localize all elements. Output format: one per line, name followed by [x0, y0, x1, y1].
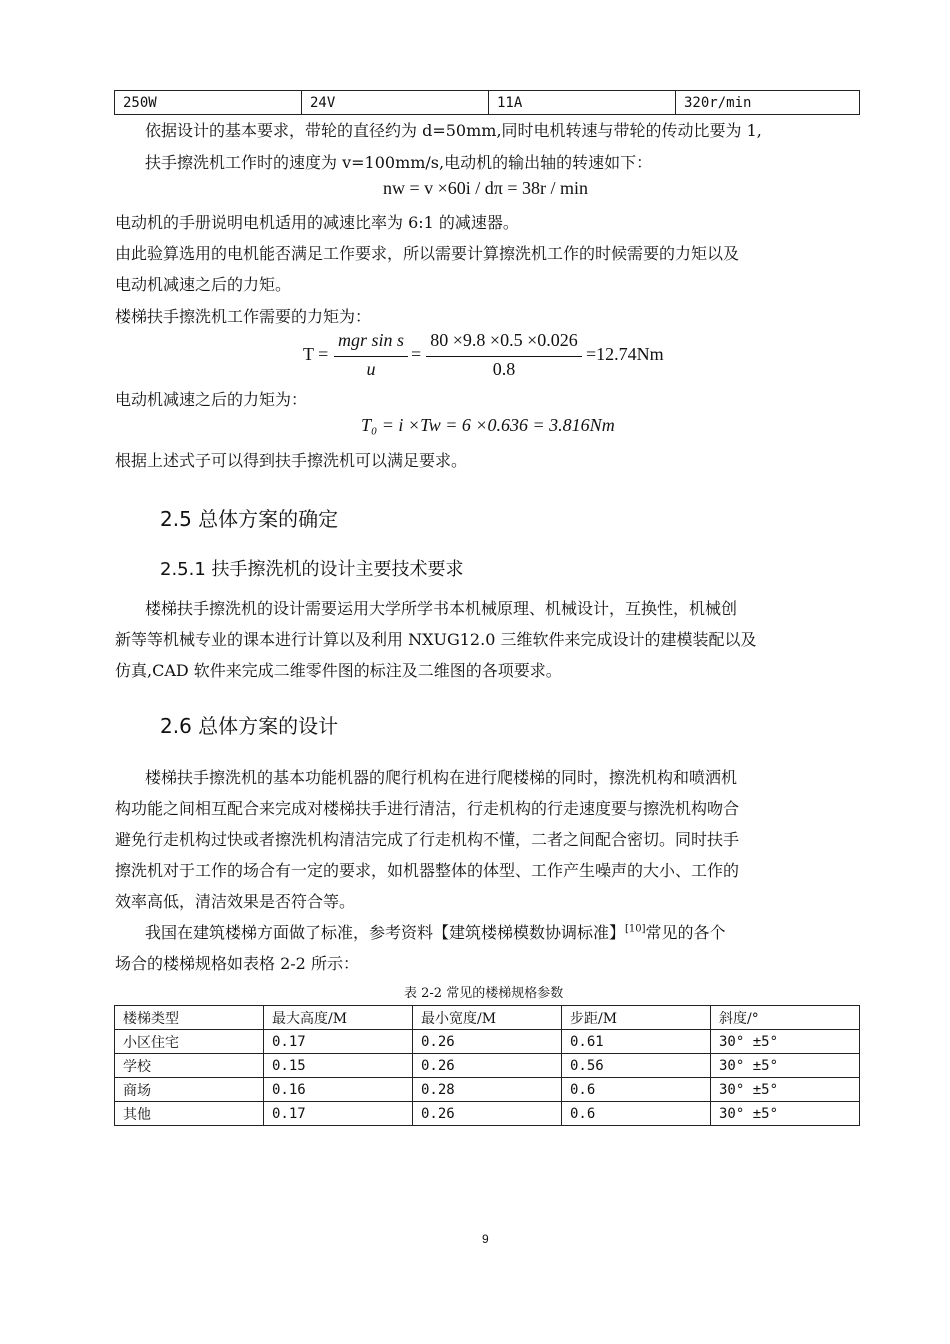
- table-cell: 0.61: [562, 1030, 711, 1054]
- citation-ref[interactable]: [10]: [625, 923, 646, 935]
- paragraph-line: 扶手擦洗机工作时的速度为 v=100mm/s,电动机的输出轴的转速如下：: [145, 153, 653, 172]
- table-header-cell: 楼梯类型: [115, 1006, 264, 1030]
- table-cell: 30° ±5°: [711, 1078, 860, 1102]
- paragraph-line: 楼梯扶手擦洗机工作需要的力矩为：: [115, 307, 372, 326]
- table-cell: 学校: [115, 1054, 264, 1078]
- table-header-cell: 最大高度/M: [264, 1006, 413, 1030]
- formula-reduced-torque: T₀ = i ×Tw = 6 ×0.636 = 3.816Nm: [361, 415, 615, 435]
- paragraph-line: 楼梯扶手擦洗机的基本功能机器的爬行机构在进行爬楼梯的同时，擦洗机构和喷洒机: [145, 768, 738, 787]
- table-row: [115, 1078, 860, 1102]
- table-cell: 0.17: [264, 1030, 413, 1054]
- paragraph-text: 我国在建筑楼梯方面做了标准，参考资料【建筑楼梯模数协调标准】: [145, 923, 626, 942]
- table-cell: 0.26: [413, 1054, 562, 1078]
- table-cell: 小区住宅: [115, 1030, 264, 1054]
- table-cell: 0.26: [413, 1030, 562, 1054]
- table-cell: 0.28: [413, 1078, 562, 1102]
- table-header-cell: 步距/M: [562, 1006, 711, 1030]
- table-header-row: [115, 1006, 860, 1030]
- table-cell: 11A: [489, 91, 676, 115]
- paragraph-line: 避免行走机构过快或者擦洗机构清洁完成了行走机构不懂，二者之间配合密切。同时扶手: [115, 830, 740, 849]
- page-number: 9: [482, 1232, 489, 1246]
- stair-spec-table: [114, 1005, 860, 1126]
- paragraph-line: 根据上述式子可以得到扶手擦洗机可以满足要求。: [115, 451, 468, 470]
- table-cell: 0.26: [413, 1102, 562, 1126]
- table-cell: 250W: [115, 91, 302, 115]
- table-row: [115, 1030, 860, 1054]
- section-heading: 2.5 总体方案的确定: [160, 507, 339, 531]
- formula-rhs: =12.74Nm: [586, 344, 664, 364]
- table-cell: 其他: [115, 1102, 264, 1126]
- table-caption: 表 2-2 常见的楼梯规格参数: [404, 986, 564, 1001]
- paragraph-line: 电动机的手册说明电机适用的减速比率为 6:1 的减速器。: [115, 213, 519, 232]
- paragraph-line: 电动机减速之后的力矩为：: [115, 390, 308, 409]
- paragraph-line: 构功能之间相互配合来完成对楼梯扶手进行清洁，行走机构的行走速度要与擦洗机构吻合: [115, 799, 740, 818]
- table-cell: 24V: [302, 91, 489, 115]
- table-cell: 0.16: [264, 1078, 413, 1102]
- paragraph-line: 由此验算选用的电机能否满足工作要求，所以需要计算擦洗机工作的时候需要的力矩以及: [115, 244, 740, 263]
- paragraph-line: 仿真,CAD 软件来完成二维零件图的标注及二维图的各项要求。: [115, 661, 562, 680]
- table-cell: 320r/min: [676, 91, 860, 115]
- table-row: [115, 1102, 860, 1126]
- table-cell: 商场: [115, 1078, 264, 1102]
- table-cell: 0.6: [562, 1102, 711, 1126]
- paragraph-line: 效率高低，清洁效果是否符合等。: [115, 892, 356, 911]
- table-row: [115, 91, 860, 115]
- formula-equals: =: [411, 344, 422, 364]
- table-cell: 30° ±5°: [711, 1102, 860, 1126]
- paragraph-line: 依据设计的基本要求，带轮的直径约为 d=50mm,同时电机转速与带轮的传动比要为 1,: [145, 121, 762, 140]
- paragraph-line: 场合的楼梯规格如表格 2-2 所示：: [115, 954, 359, 973]
- subsection-heading: 2.5.1 扶手擦洗机的设计主要技术要求: [160, 559, 464, 580]
- fraction-numerator: mgr sin s: [337, 330, 404, 350]
- fraction-denominator: u: [366, 359, 376, 379]
- paragraph-line: 新等等机械专业的课本进行计算以及利用 NXUG12.0 三维软件来完成设计的建模装配以及: [115, 630, 757, 649]
- formula-speed: nw = v ×60i / dπ = 38r / min: [383, 178, 589, 198]
- table-header-cell: 最小宽度/M: [413, 1006, 562, 1030]
- motor-spec-table: [114, 90, 860, 115]
- table-cell: 0.6: [562, 1078, 711, 1102]
- table-cell: 0.15: [264, 1054, 413, 1078]
- table-cell: 30° ±5°: [711, 1054, 860, 1078]
- table-cell: 30° ±5°: [711, 1030, 860, 1054]
- fraction-bar: [334, 356, 408, 357]
- paragraph-line: 擦洗机对于工作的场合有一定的要求，如机器整体的体型、工作产生噪声的大小、工作的: [115, 861, 740, 880]
- table-row: [115, 1054, 860, 1078]
- table-header-cell: 斜度/°: [711, 1006, 860, 1030]
- formula-lhs: T =: [303, 344, 329, 364]
- paragraph-text: 常见的各个: [645, 923, 726, 942]
- paragraph-line: [145, 920, 726, 943]
- table-cell: 0.17: [264, 1102, 413, 1126]
- fraction-bar: [426, 356, 582, 357]
- table-cell: 0.56: [562, 1054, 711, 1078]
- paragraph-line: 电动机减速之后的力矩。: [115, 275, 292, 294]
- paragraph-line: 楼梯扶手擦洗机的设计需要运用大学所学书本机械原理、机械设计，互换性，机械创: [145, 599, 738, 618]
- fraction-numerator: 80 ×9.8 ×0.5 ×0.026: [430, 330, 578, 350]
- fraction-denominator: 0.8: [492, 359, 516, 379]
- section-heading: 2.6 总体方案的设计: [160, 714, 339, 738]
